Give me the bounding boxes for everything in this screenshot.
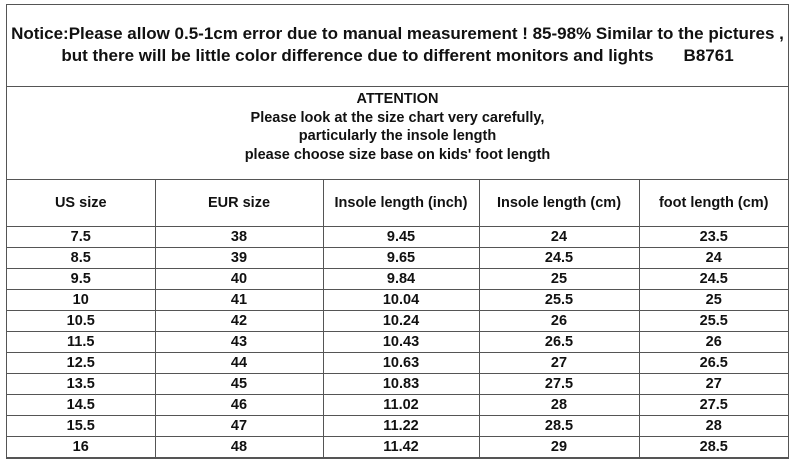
- insole-inch-cell: 11.42: [323, 437, 479, 458]
- eur-size-cell: 38: [155, 227, 323, 248]
- eur-size-cell: 41: [155, 290, 323, 311]
- foot-length-cell: 25.5: [639, 311, 788, 332]
- table-row: [7, 374, 788, 395]
- us-size-cell: 14.5: [7, 395, 155, 416]
- us-size-cell: 10.5: [7, 311, 155, 332]
- insole-inch-cell: 10.63: [323, 353, 479, 374]
- foot-length-cell: 24.5: [639, 269, 788, 290]
- insole-inch-cell: 11.02: [323, 395, 479, 416]
- foot-length-cell: 24: [639, 248, 788, 269]
- insole-inch-cell: 9.45: [323, 227, 479, 248]
- notice-prefix: Notice:Please allow 0.5-1cm error due to manual measurement !: [11, 24, 528, 43]
- eur-size-cell: 43: [155, 332, 323, 353]
- us-size-cell: 13.5: [7, 374, 155, 395]
- table-body: [7, 227, 788, 458]
- header-eur-size: EUR size: [155, 180, 323, 227]
- us-size-cell: 12.5: [7, 353, 155, 374]
- insole-inch-cell: 9.84: [323, 269, 479, 290]
- insole-cm-cell: 28: [479, 395, 639, 416]
- size-table: [7, 180, 788, 458]
- eur-size-cell: 40: [155, 269, 323, 290]
- eur-size-cell: 39: [155, 248, 323, 269]
- header-us-size: US size: [7, 180, 155, 227]
- table-row: [7, 290, 788, 311]
- notice-similarity: 85-98% Similar to the pictures ,: [527, 24, 784, 43]
- foot-length-cell: 28: [639, 416, 788, 437]
- notice-banner: [7, 5, 788, 87]
- insole-cm-cell: 28.5: [479, 416, 639, 437]
- table-row: [7, 311, 788, 332]
- insole-inch-cell: 9.65: [323, 248, 479, 269]
- eur-size-cell: 48: [155, 437, 323, 458]
- insole-cm-cell: 24.5: [479, 248, 639, 269]
- foot-length-cell: 23.5: [639, 227, 788, 248]
- insole-cm-cell: 25: [479, 269, 639, 290]
- foot-length-cell: 25: [639, 290, 788, 311]
- product-code: B8761: [683, 46, 734, 65]
- eur-size-cell: 45: [155, 374, 323, 395]
- eur-size-cell: 44: [155, 353, 323, 374]
- eur-size-cell: 42: [155, 311, 323, 332]
- size-chart-frame: [6, 4, 789, 459]
- header-foot-length: foot length (cm): [639, 180, 788, 227]
- foot-length-cell: 27: [639, 374, 788, 395]
- insole-inch-cell: 10.43: [323, 332, 479, 353]
- table-row: [7, 332, 788, 353]
- foot-length-cell: 28.5: [639, 437, 788, 458]
- insole-inch-cell: 11.22: [323, 416, 479, 437]
- foot-length-cell: 26.5: [639, 353, 788, 374]
- us-size-cell: 8.5: [7, 248, 155, 269]
- notice-line-2: [7, 45, 788, 67]
- us-size-cell: 15.5: [7, 416, 155, 437]
- us-size-cell: 7.5: [7, 227, 155, 248]
- us-size-cell: 9.5: [7, 269, 155, 290]
- insole-cm-cell: 24: [479, 227, 639, 248]
- eur-size-cell: 47: [155, 416, 323, 437]
- table-header-row: [7, 180, 788, 227]
- attention-line: Please look at the size chart very carefully,: [250, 109, 545, 126]
- notice-color-text: but there will be little color difference due to different monitors and lights: [61, 46, 654, 65]
- table-row: [7, 437, 788, 458]
- insole-inch-cell: 10.83: [323, 374, 479, 395]
- insole-cm-cell: 27: [479, 353, 639, 374]
- attention-line: particularly the insole length: [298, 128, 497, 144]
- insole-cm-cell: 29: [479, 437, 639, 458]
- us-size-cell: 11.5: [7, 332, 155, 353]
- table-row: [7, 227, 788, 248]
- insole-cm-cell: 26.5: [479, 332, 639, 353]
- table-row: [7, 269, 788, 290]
- header-insole-inch: Insole length (inch): [323, 180, 479, 227]
- us-size-cell: 16: [7, 437, 155, 458]
- header-insole-cm: Insole length (cm): [479, 180, 639, 227]
- attention-title: ATTENTION: [356, 91, 439, 107]
- insole-inch-cell: 10.04: [323, 290, 479, 311]
- insole-cm-cell: 25.5: [479, 290, 639, 311]
- foot-length-cell: 27.5: [639, 395, 788, 416]
- table-row: [7, 416, 788, 437]
- us-size-cell: 10: [7, 290, 155, 311]
- attention-section: [7, 87, 788, 180]
- table-row: [7, 353, 788, 374]
- table-row: [7, 395, 788, 416]
- eur-size-cell: 46: [155, 395, 323, 416]
- notice-line-1: [7, 23, 788, 45]
- insole-inch-cell: 10.24: [323, 311, 479, 332]
- attention-line: please choose size base on kids' foot length: [244, 146, 551, 163]
- foot-length-cell: 26: [639, 332, 788, 353]
- insole-cm-cell: 26: [479, 311, 639, 332]
- insole-cm-cell: 27.5: [479, 374, 639, 395]
- table-row: [7, 248, 788, 269]
